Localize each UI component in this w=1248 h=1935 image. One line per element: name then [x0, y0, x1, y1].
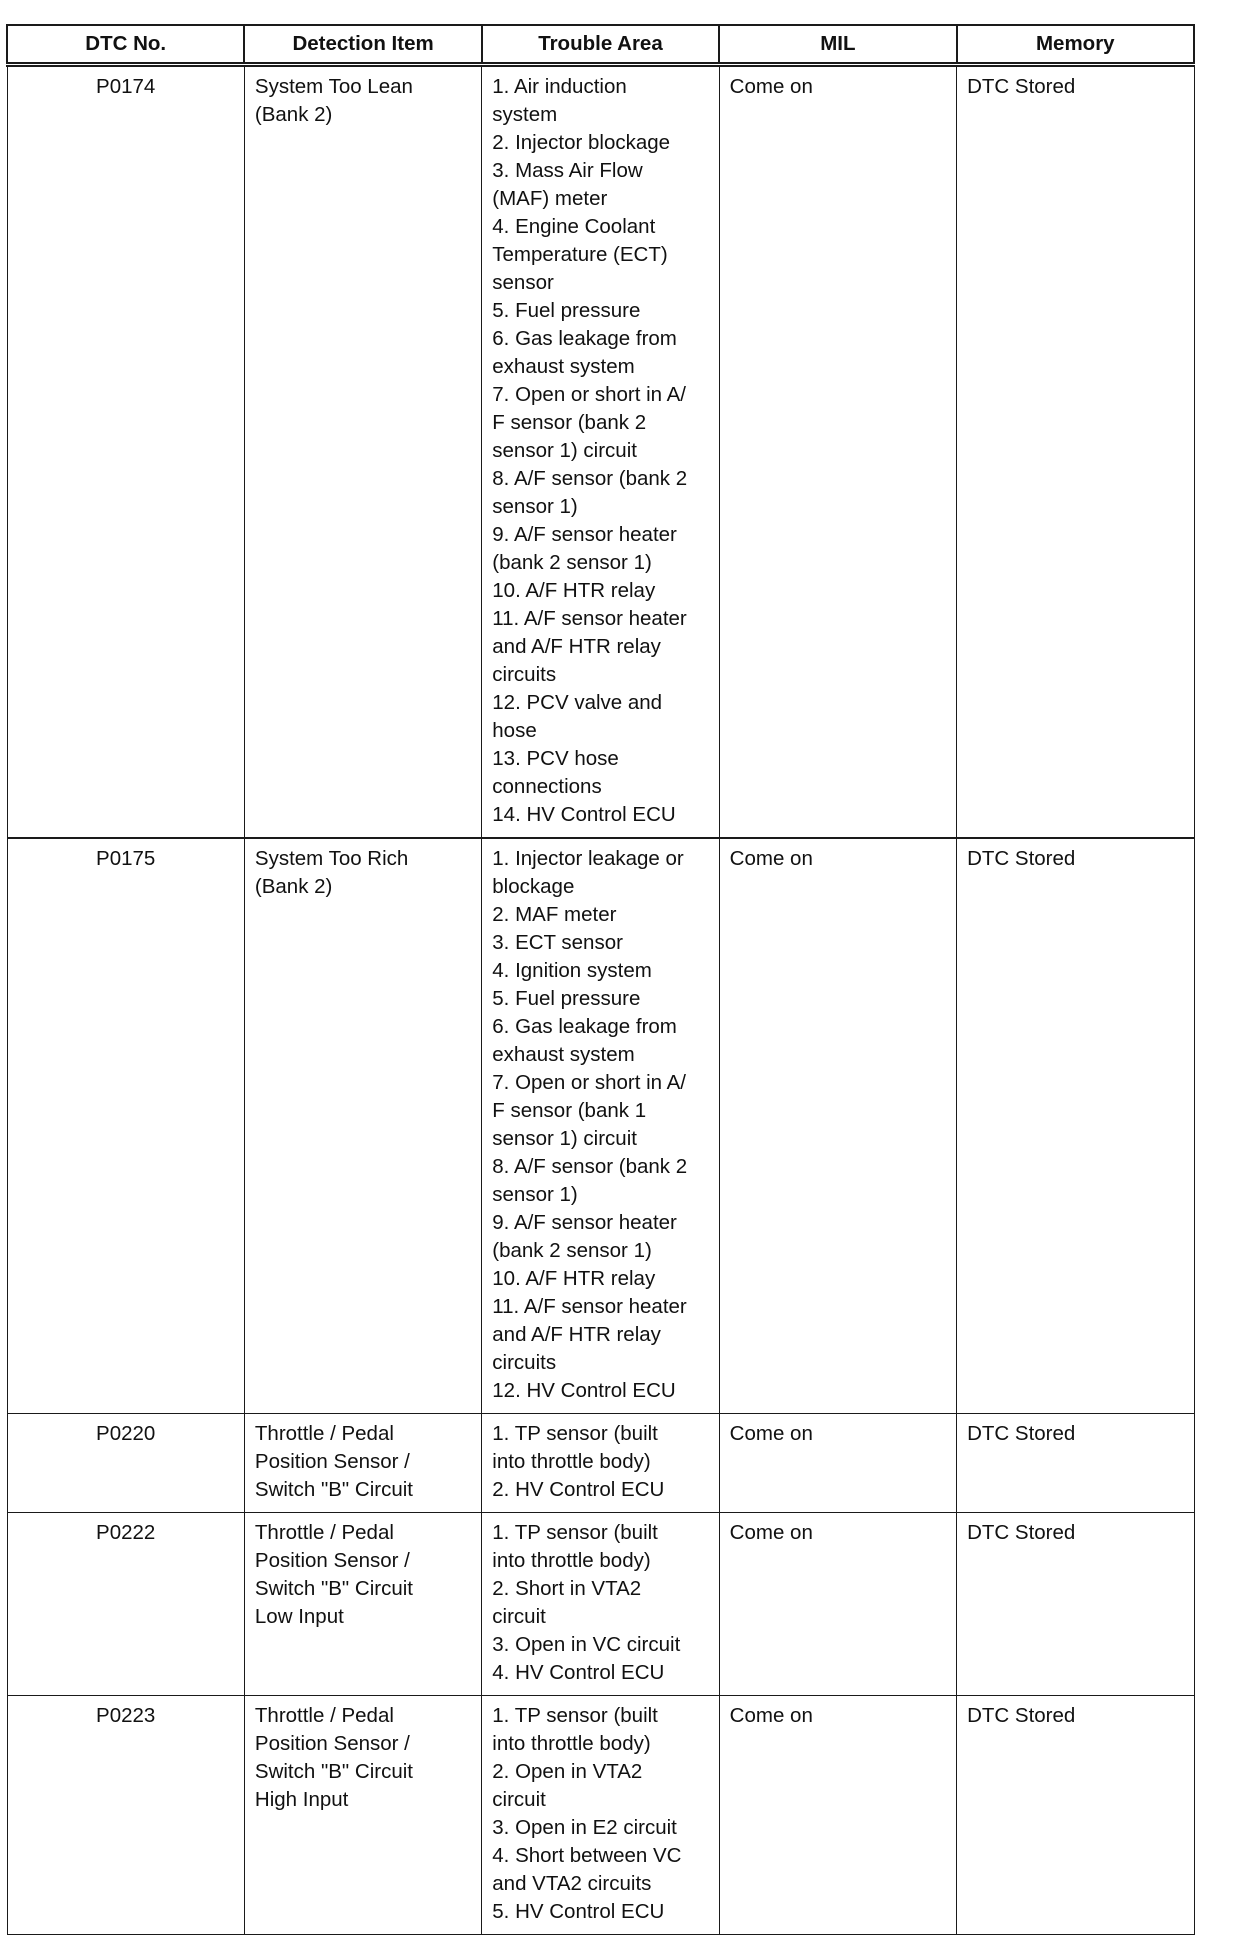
- trouble-area-line: 6. Gas leakage from: [492, 327, 677, 350]
- header-dtc-no: DTC No.: [7, 25, 244, 65]
- dtc-code-cell: P0222: [7, 1513, 244, 1696]
- dtc-code-cell: P0174: [7, 65, 244, 839]
- header-memory: Memory: [957, 25, 1194, 65]
- trouble-area-line: 1. TP sensor (built: [492, 1704, 658, 1727]
- trouble-area-line: Temperature (ECT): [492, 243, 668, 266]
- header-row: [7, 25, 1194, 65]
- detection-item-cell: [244, 1414, 481, 1513]
- table-row: [7, 1414, 1194, 1513]
- trouble-area-line: 1. TP sensor (built: [492, 1521, 658, 1544]
- memory-cell: DTC Stored: [957, 1414, 1194, 1513]
- trouble-area-line: 12. PCV valve and: [492, 691, 663, 714]
- trouble-area-line: blockage: [492, 875, 575, 898]
- detection-item-line: Position Sensor /: [254, 1732, 410, 1755]
- trouble-area-line: 5. Fuel pressure: [492, 299, 641, 322]
- trouble-area-line: and A/F HTR relay: [492, 635, 661, 658]
- trouble-area-line: 4. HV Control ECU: [492, 1661, 665, 1684]
- trouble-area-line: 6. Gas leakage from: [492, 1015, 677, 1038]
- trouble-area-line: 9. A/F sensor heater: [492, 523, 677, 546]
- dtc-table: [6, 24, 1195, 1935]
- dtc-code-cell: P0175: [7, 838, 244, 1414]
- trouble-area-line: circuits: [492, 1351, 557, 1374]
- trouble-area-cell: [482, 1513, 719, 1696]
- table-row: [7, 1696, 1194, 1935]
- trouble-area-line: 4. Short between VC: [492, 1844, 682, 1867]
- trouble-area-line: 2. Injector blockage: [492, 131, 671, 154]
- trouble-area-line: 8. A/F sensor (bank 2: [492, 1155, 688, 1178]
- trouble-area-line: exhaust system: [492, 1043, 635, 1066]
- trouble-area-line: 2. Short in VTA2: [492, 1577, 642, 1600]
- trouble-area-line: 5. HV Control ECU: [492, 1900, 665, 1923]
- header-mil: MIL: [719, 25, 956, 65]
- detection-item-line: High Input: [254, 1788, 349, 1811]
- table-body: [7, 65, 1194, 1935]
- trouble-area-line: 10. A/F HTR relay: [492, 579, 656, 602]
- trouble-area-line: 2. Open in VTA2: [492, 1760, 643, 1783]
- detection-item-cell: [244, 838, 481, 1414]
- trouble-area-line: 8. A/F sensor (bank 2: [492, 467, 688, 490]
- trouble-area-line: 5. Fuel pressure: [492, 987, 641, 1010]
- trouble-area-line: into throttle body): [492, 1732, 651, 1755]
- trouble-area-line: circuits: [492, 663, 557, 686]
- table-row: [7, 1513, 1194, 1696]
- memory-cell: DTC Stored: [957, 65, 1194, 839]
- detection-item-line: System Too Rich: [254, 847, 409, 870]
- trouble-area-line: 10. A/F HTR relay: [492, 1267, 656, 1290]
- trouble-area-line: 11. A/F sensor heater: [492, 607, 687, 630]
- trouble-area-cell: [482, 838, 719, 1414]
- trouble-area-line: and VTA2 circuits: [492, 1872, 652, 1895]
- memory-cell: DTC Stored: [957, 1513, 1194, 1696]
- trouble-area-line: circuit: [492, 1788, 546, 1811]
- trouble-area-line: 4. Engine Coolant: [492, 215, 656, 238]
- trouble-area-line: F sensor (bank 2: [492, 411, 647, 434]
- trouble-area-line: (bank 2 sensor 1): [492, 1239, 652, 1262]
- trouble-area-line: sensor 1): [492, 1183, 578, 1206]
- detection-item-line: Switch "B" Circuit: [254, 1478, 413, 1501]
- trouble-area-line: 1. Air induction: [492, 75, 627, 98]
- detection-item-line: Throttle / Pedal: [254, 1704, 394, 1727]
- mil-cell: Come on: [719, 65, 956, 839]
- trouble-area-line: 4. Ignition system: [492, 959, 652, 982]
- table-row: [7, 838, 1194, 1414]
- trouble-area-line: (bank 2 sensor 1): [492, 551, 652, 574]
- trouble-area-line: 12. HV Control ECU: [492, 1379, 676, 1402]
- header-trouble-area: Trouble Area: [482, 25, 719, 65]
- trouble-area-line: exhaust system: [492, 355, 635, 378]
- trouble-area-line: 3. Mass Air Flow: [492, 159, 643, 182]
- trouble-area-line: 3. Open in VC circuit: [492, 1633, 681, 1656]
- detection-item-line: (Bank 2): [254, 875, 333, 898]
- table-row: [7, 65, 1194, 839]
- header-detection-item: Detection Item: [244, 25, 481, 65]
- memory-cell: DTC Stored: [957, 838, 1194, 1414]
- trouble-area-cell: [482, 1696, 719, 1935]
- trouble-area-line: F sensor (bank 1: [492, 1099, 647, 1122]
- detection-item-line: Switch "B" Circuit: [254, 1760, 413, 1783]
- mil-cell: Come on: [719, 1513, 956, 1696]
- trouble-area-line: sensor 1) circuit: [492, 1127, 637, 1150]
- trouble-area-line: into throttle body): [492, 1549, 651, 1572]
- trouble-area-line: 11. A/F sensor heater: [492, 1295, 687, 1318]
- detection-item-cell: [244, 65, 481, 839]
- detection-item-line: Low Input: [254, 1605, 344, 1628]
- dtc-code-cell: P0220: [7, 1414, 244, 1513]
- detection-item-line: Throttle / Pedal: [254, 1422, 394, 1445]
- detection-item-line: Switch "B" Circuit: [254, 1577, 413, 1600]
- trouble-area-line: 14. HV Control ECU: [492, 803, 676, 826]
- trouble-area-cell: [482, 1414, 719, 1513]
- trouble-area-line: sensor: [492, 271, 554, 294]
- trouble-area-line: 3. ECT sensor: [492, 931, 623, 954]
- trouble-area-line: 7. Open or short in A/: [492, 1071, 687, 1094]
- trouble-area-line: 1. Injector leakage or: [492, 847, 684, 870]
- trouble-area-line: 9. A/F sensor heater: [492, 1211, 677, 1234]
- trouble-area-line: 2. MAF meter: [492, 903, 617, 926]
- trouble-area-line: sensor 1) circuit: [492, 439, 637, 462]
- trouble-area-line: 7. Open or short in A/: [492, 383, 687, 406]
- mil-cell: Come on: [719, 1414, 956, 1513]
- trouble-area-line: 3. Open in E2 circuit: [492, 1816, 677, 1839]
- table-header: [7, 25, 1194, 65]
- mil-cell: Come on: [719, 838, 956, 1414]
- trouble-area-line: sensor 1): [492, 495, 578, 518]
- trouble-area-line: hose: [492, 719, 537, 742]
- detection-item-cell: [244, 1696, 481, 1935]
- detection-item-line: (Bank 2): [254, 103, 333, 126]
- trouble-area-line: 1. TP sensor (built: [492, 1422, 658, 1445]
- trouble-area-line: 2. HV Control ECU: [492, 1478, 665, 1501]
- detection-item-line: Position Sensor /: [254, 1450, 410, 1473]
- detection-item-line: Position Sensor /: [254, 1549, 410, 1572]
- trouble-area-line: and A/F HTR relay: [492, 1323, 661, 1346]
- mil-cell: Come on: [719, 1696, 956, 1935]
- trouble-area-line: circuit: [492, 1605, 546, 1628]
- detection-item-line: System Too Lean: [254, 75, 413, 98]
- trouble-area-line: 13. PCV hose: [492, 747, 619, 770]
- trouble-area-cell: [482, 65, 719, 839]
- trouble-area-line: system: [492, 103, 558, 126]
- memory-cell: DTC Stored: [957, 1696, 1194, 1935]
- trouble-area-line: into throttle body): [492, 1450, 651, 1473]
- detection-item-cell: [244, 1513, 481, 1696]
- detection-item-line: Throttle / Pedal: [254, 1521, 394, 1544]
- trouble-area-line: (MAF) meter: [492, 187, 608, 210]
- trouble-area-line: connections: [492, 775, 602, 798]
- dtc-code-cell: P0223: [7, 1696, 244, 1935]
